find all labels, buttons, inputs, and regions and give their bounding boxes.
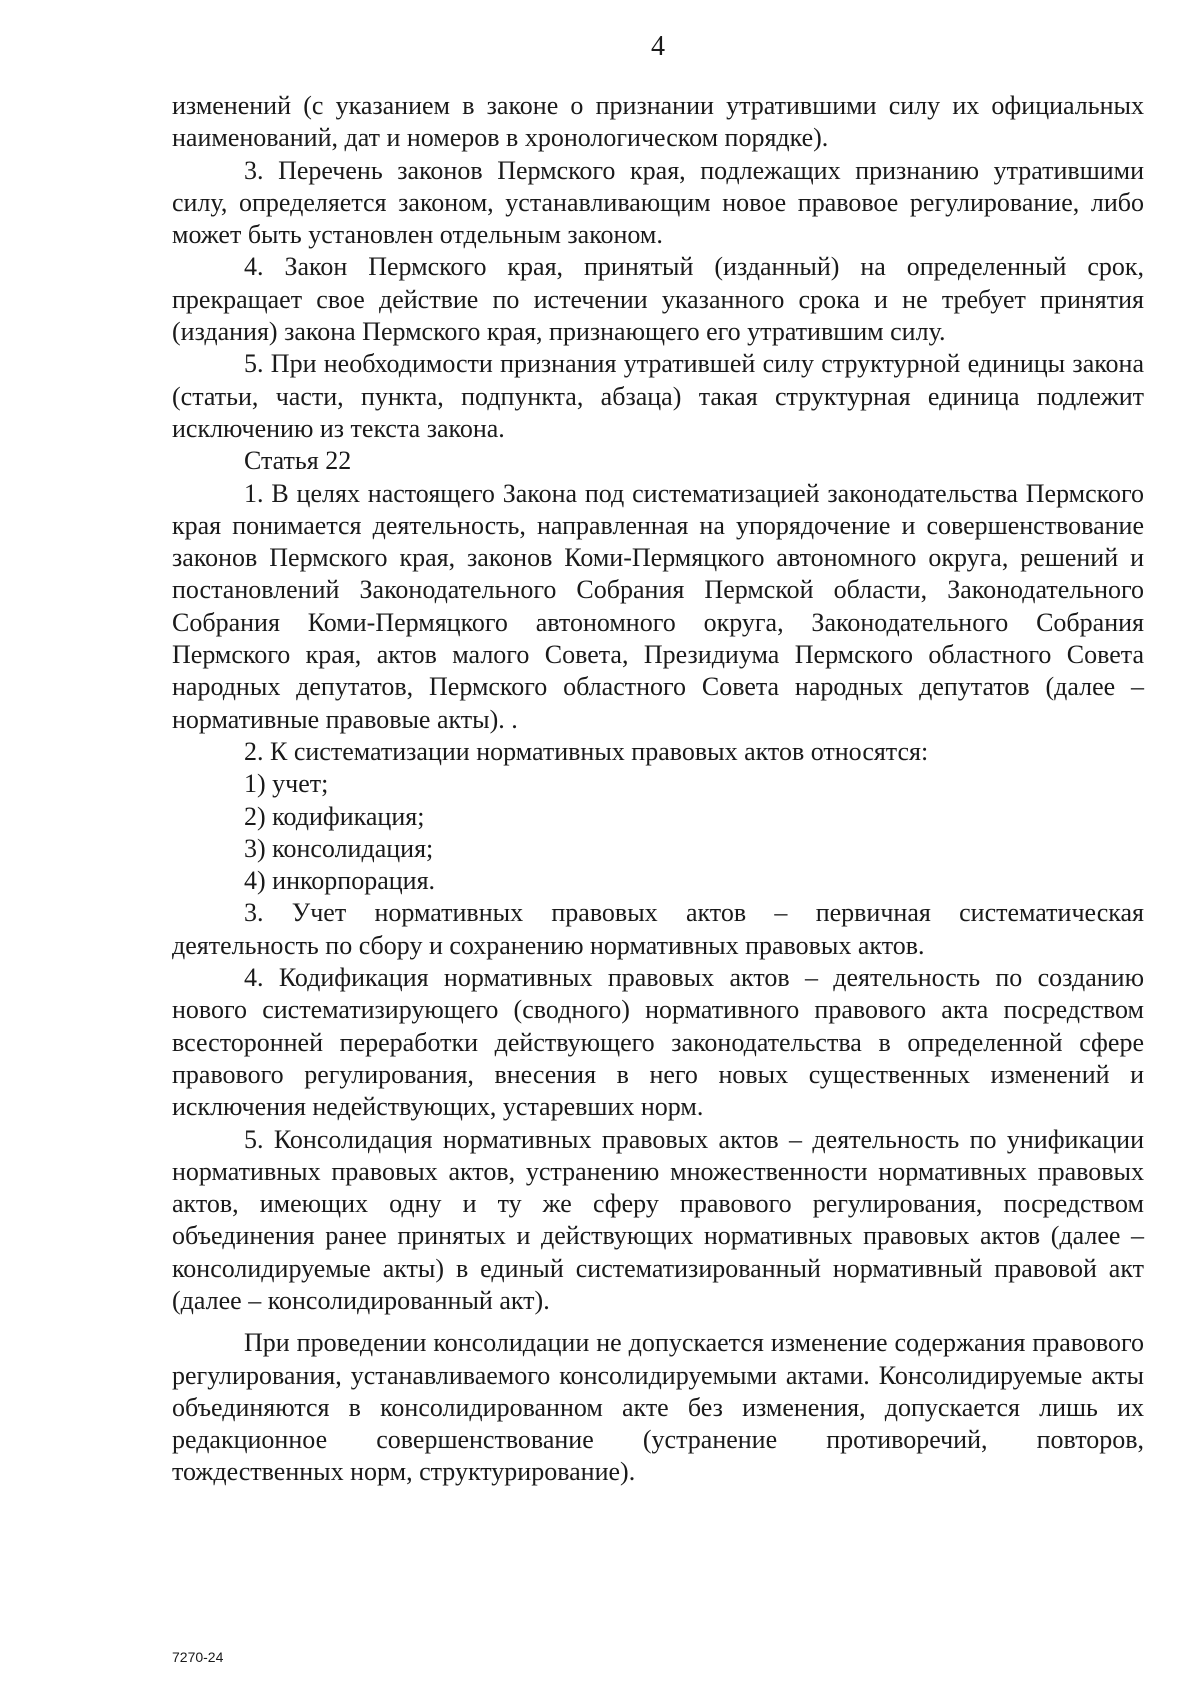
- article-heading: Статья 22: [244, 446, 352, 476]
- list-item-codification: 2) кодификация;: [244, 801, 425, 831]
- document-body: [172, 90, 1144, 1489]
- paragraph-continuation: изменений (с указанием в законе о признании утратившими силу их официальных наименований, дат и номеров в хронологическом порядке).: [172, 91, 1144, 153]
- list-item-incorporation: 4) инкорпорация.: [244, 866, 436, 896]
- paragraph-item-5: 5. При необходимости признания утратившей силу структурной единицы закона (статьи, части, пункта, подпункта, абзаца) такая структурная единица подлежит исключению из текста закона.: [172, 349, 1144, 443]
- paragraph-item-3: 3. Перечень законов Пермского края, подлежащих признанию утратившими силу, определяется законом, устанавливающим новое правовое регулирование, либо может быть установлен отдельным законом.: [172, 155, 1144, 250]
- list-item-consolidation: 3) консолидация;: [244, 833, 434, 863]
- article-22-part-3: 3. Учет нормативных правовых актов – первичная систематическая деятельность по сбору и сохранению нормативных правовых актов.: [172, 898, 1144, 960]
- consolidation-note-paragraph: При проведении консолидации не допускается изменение содержания правового регулирования, устанавливаемого консолидируемыми актами. Консолидируемые акты объединяются в консолидированном акте без изменения, допускается лишь их редакционное совершенствование (устранение противоречий, повторов, тождественных норм, структурирование).: [172, 1328, 1144, 1487]
- article-22-part-5: 5. Консолидация нормативных правовых актов – деятельность по унификации нормативных правовых актов, устранению множественности нормативных правовых актов, имеющих одну и ту же сферу правового регулирования, посредством объединения ранее принятых и действующих нормативных правовых актов (далее – консолидируемые акты) в единый систематизированный нормативный правовой акт (далее – консолидированный акт).: [172, 1124, 1144, 1315]
- page-number: 4: [651, 31, 665, 62]
- list-item-accounting: 1) учет;: [244, 769, 329, 799]
- article-22-part-4: 4. Кодификация нормативных правовых актов – деятельность по созданию нового систематизирующего (сводного) нормативного правового акта посредством всесторонней переработки действующего законодательства в определенной сфере правового регулирования, внесения в него новых существенных изменений и исключения недействующих, устаревших норм.: [172, 963, 1144, 1122]
- document-code: 7270-24: [172, 1649, 224, 1665]
- article-22-part-2: 2. К систематизации нормативных правовых актов относятся:: [244, 736, 929, 766]
- paragraph-item-4: 4. Закон Пермского края, принятый (изданный) на определенный срок, прекращает свое действие по истечении указанного срока и не требует принятия (издания) закона Пермского края, признающего его утратившим силу.: [172, 252, 1144, 347]
- article-22-part-1: 1. В целях настоящего Закона под систематизацией законодательства Пермского края понимается деятельность, направленная на упорядочение и совершенствование законов Пермского края, законов Коми-Пермяцкого автономного округа, решений и постановлений Законодательного Собрания Пермской области, Законодательного Собрания Коми-Пермяцкого автономного округа, Законодательного Собрания Пермского края, актов малого Совета, Президиума Пермского областного Совета народных депутатов, Пермского областного Совета народных депутатов (далее – нормативные правовые акты). .: [172, 478, 1144, 734]
